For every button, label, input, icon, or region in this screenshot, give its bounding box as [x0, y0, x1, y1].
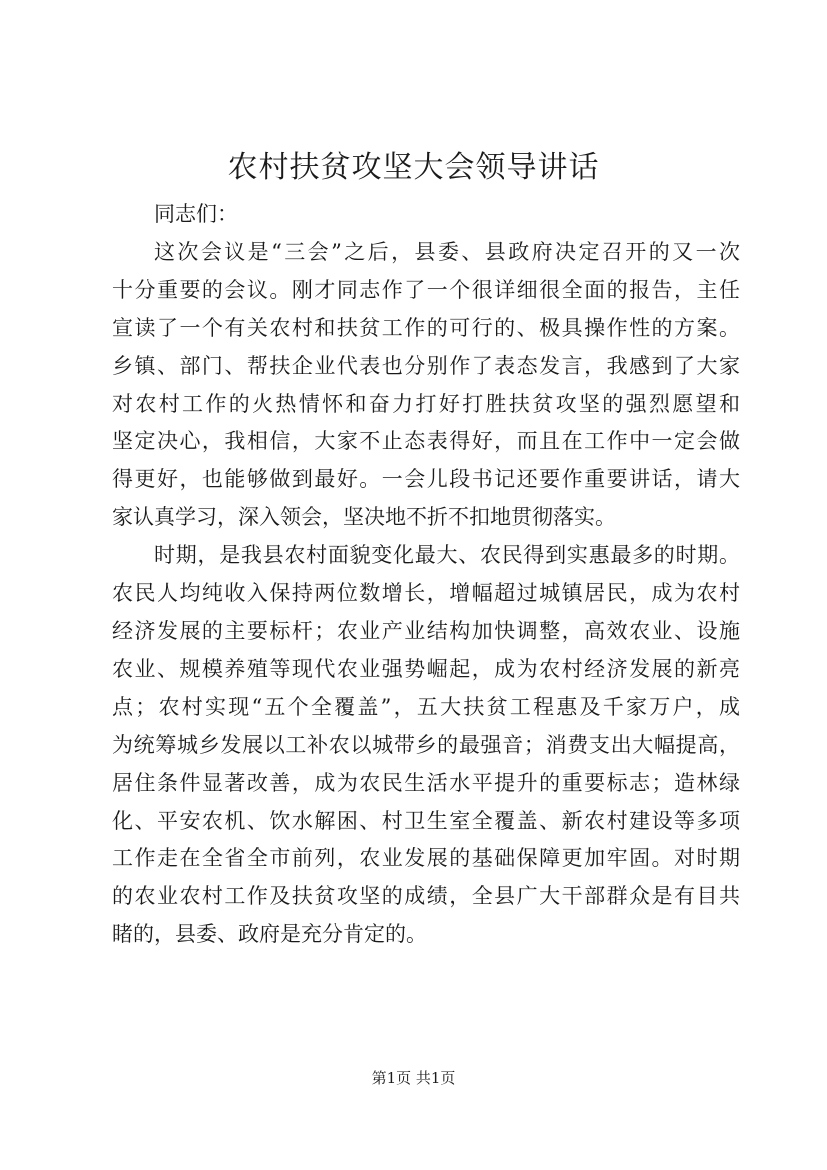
paragraph-2-line-1: 时期，是我县农村面貌变化最大、农民得到实惠最多的时期。: [154, 543, 740, 568]
paragraph-2-line-7: 居住条件显著改善，成为农民生活水平提升的重要标志；造林绿: [112, 770, 740, 795]
paragraph-1-line-8: 家认真学习，深入领会，坚决地不折不扣地贯彻落实。: [112, 505, 616, 530]
paragraph-1-line-3: 宣读了一个有关农村和扶贫工作的可行的、极具操作性的方案。: [112, 315, 740, 340]
paragraph-2-line-4: 农业、规模养殖等现代农业强势崛起，成为农村经济发展的新亮: [112, 656, 740, 681]
paragraph-1-line-2: 十分重要的会议。刚才同志作了一个很详细很全面的报告，主任: [112, 277, 740, 302]
page-footer: 第1页 共1页: [371, 1069, 456, 1087]
document-body: [112, 196, 740, 954]
document-title: 农村扶贫攻坚大会领导讲话: [227, 150, 600, 185]
paragraph-2-line-5: 点；农村实现“五个全覆盖”，五大扶贫工程惠及千家万户，成: [112, 694, 740, 719]
paragraph-1-line-6: 坚定决心，我相信，大家不止态表得好，而且在工作中一定会做: [112, 429, 740, 454]
paragraph-2-line-3: 经济发展的主要标杆；农业产业结构加快调整，高效农业、设施: [112, 618, 740, 643]
paragraph-2-line-11: 睹的，县委、政府是充分肯定的。: [112, 922, 427, 947]
paragraph-1-line-7: 得更好，也能够做到最好。一会儿段书记还要作重要讲话，请大: [112, 467, 740, 492]
paragraph-2-line-8: 化、平安农机、饮水解困、村卫生室全覆盖、新农村建设等多项: [112, 808, 740, 833]
paragraph-2-line-9: 工作走在全省全市前列，农业发展的基础保障更加牢固。对时期: [112, 846, 740, 871]
paragraph-2-line-6: 为统筹城乡发展以工补农以城带乡的最强音；消费支出大幅提高，: [112, 732, 740, 757]
paragraph-2-line-2: 农民人均纯收入保持两位数增长，增幅超过城镇居民，成为农村: [112, 581, 740, 606]
paragraph-1-line-1: 这次会议是“三会”之后，县委、县政府决定召开的又一次: [154, 239, 740, 264]
paragraph-1-line-4: 乡镇、部门、帮扶企业代表也分别作了表态发言，我感到了大家: [112, 353, 740, 378]
paragraph-1-line-5: 对农村工作的火热情怀和奋力打好打胜扶贫攻坚的强烈愿望和: [112, 391, 740, 416]
salutation-line: 同志们：: [154, 202, 238, 226]
paragraph-2-line-10: 的农业农村工作及扶贫攻坚的成绩，全县广大干部群众是有目共: [112, 884, 740, 909]
